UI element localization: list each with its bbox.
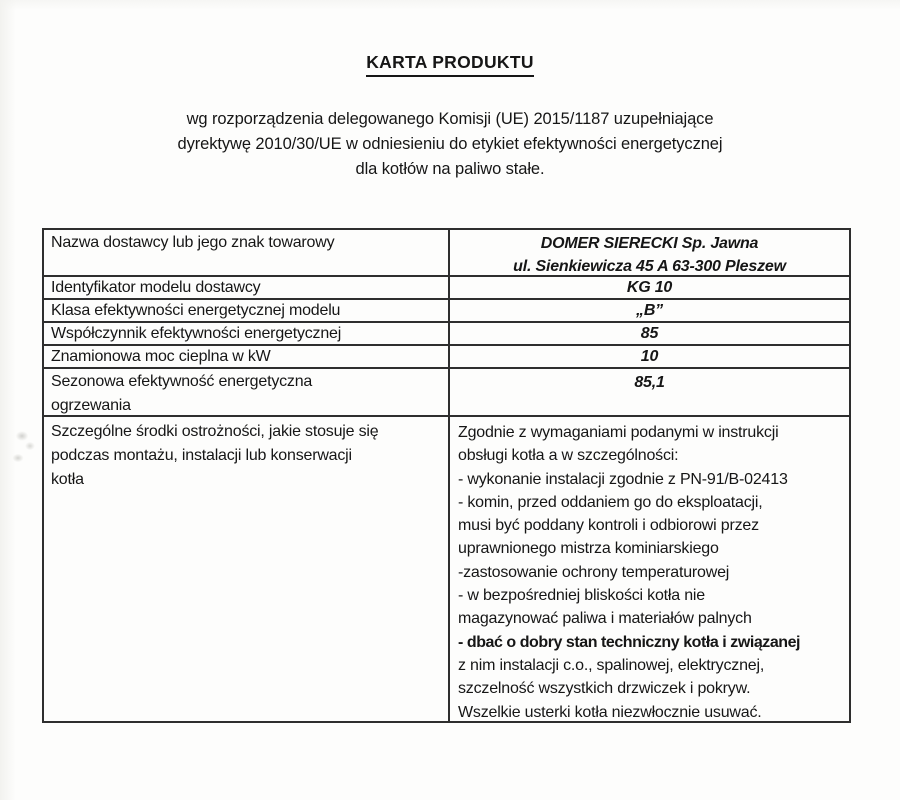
row-value-line: ul. Sienkiewicza 45 A 63-300 Pleszew [513, 258, 786, 275]
row-label [44, 277, 450, 298]
table-row [44, 323, 849, 346]
row-value-line: „B” [636, 302, 663, 319]
row-label-line: ogrzewania [51, 397, 131, 414]
row-value [450, 323, 849, 344]
row-label [44, 369, 450, 415]
table-row [44, 417, 849, 721]
product-table [42, 228, 851, 723]
row-value [450, 230, 849, 275]
document-subtitle [0, 107, 900, 182]
row-label-line: Sezonowa efektywność energetyczna [51, 373, 313, 390]
row-value-line: - w bezpośredniej bliskości kotła nie [458, 587, 705, 605]
document-title: KARTA PRODUKTU [366, 52, 534, 77]
row-value-line: z nim instalacji c.o., spalinowej, elektrycznej, [458, 656, 765, 674]
row-value-line: obsługi kotła a w szczególności: [458, 447, 679, 465]
row-label-line: Klasa efektywności energetycznej modelu [51, 301, 341, 319]
row-value-line: magazynować paliwa i materiałów palnych [458, 610, 752, 628]
table-row [44, 300, 849, 323]
row-value-line: 10 [640, 348, 659, 365]
row-label-line: Znamionowa moc cieplna w kW [51, 347, 271, 365]
row-label-line: Nazwa dostawcy lub jego znak towarowy [51, 234, 335, 251]
document-header [0, 52, 900, 77]
row-value-line: - komin, przed oddaniem go do eksploatacji, [458, 493, 763, 511]
row-label-line: Identyfikator modelu dostawcy [51, 278, 261, 296]
row-label [44, 417, 450, 721]
table-row [44, 346, 849, 369]
row-value-line: Wszelkie usterki kotła niezwłocznie usuwać. [458, 703, 762, 721]
table-row [44, 230, 849, 277]
subtitle-line: wg rozporządzenia delegowanego Komisji (UE) 2015/1187 uzupełniające [186, 110, 714, 128]
scan-smudge-artifact [8, 424, 42, 472]
row-value-line: - dbać o dobry stan techniczny kotła i związanej [458, 633, 801, 651]
subtitle-line: dyrektywę 2010/30/UE w odniesieniu do etykiet efektywności energetycznej [177, 135, 723, 153]
table-row [44, 277, 849, 300]
row-value [450, 346, 849, 367]
row-label-line: Współczynnik efektywności energetycznej [51, 324, 342, 342]
table-row [44, 369, 849, 417]
row-label [44, 300, 450, 321]
row-value-line: szczelność wszystkich drzwiczek i pokryw. [458, 680, 751, 698]
row-value-line: uprawnionego mistrza kominiarskiego [458, 540, 719, 558]
scan-edge-shading-top [0, 0, 900, 10]
row-label [44, 346, 450, 367]
row-value [450, 369, 849, 415]
row-label-line: podczas montażu, instalacji lub konserwacji [51, 447, 352, 464]
row-value-line: musi być poddany kontroli i odbiorowi przez [458, 517, 759, 535]
row-value-line: -zastosowanie ochrony temperaturowej [458, 563, 730, 581]
row-value-line: 85 [640, 325, 659, 342]
row-label-line: kotła [51, 471, 84, 488]
row-label [44, 323, 450, 344]
row-value-line: Zgodnie z wymaganiami podanymi w instrukcji [458, 424, 779, 441]
row-value-line: - wykonanie instalacji zgodnie z PN-91/B-02413 [458, 470, 788, 488]
row-value [450, 300, 849, 321]
row-value-line: KG 10 [626, 279, 673, 296]
row-label-line: Szczególne środki ostrożności, jakie stosuje się [51, 423, 379, 440]
row-value-line: DOMER SIERECKI Sp. Jawna [540, 235, 759, 252]
row-value [450, 417, 849, 721]
subtitle-line: dla kotłów na paliwo stałe. [355, 160, 545, 178]
row-value-line: 85,1 [634, 374, 665, 391]
row-label [44, 230, 450, 275]
row-value [450, 277, 849, 298]
